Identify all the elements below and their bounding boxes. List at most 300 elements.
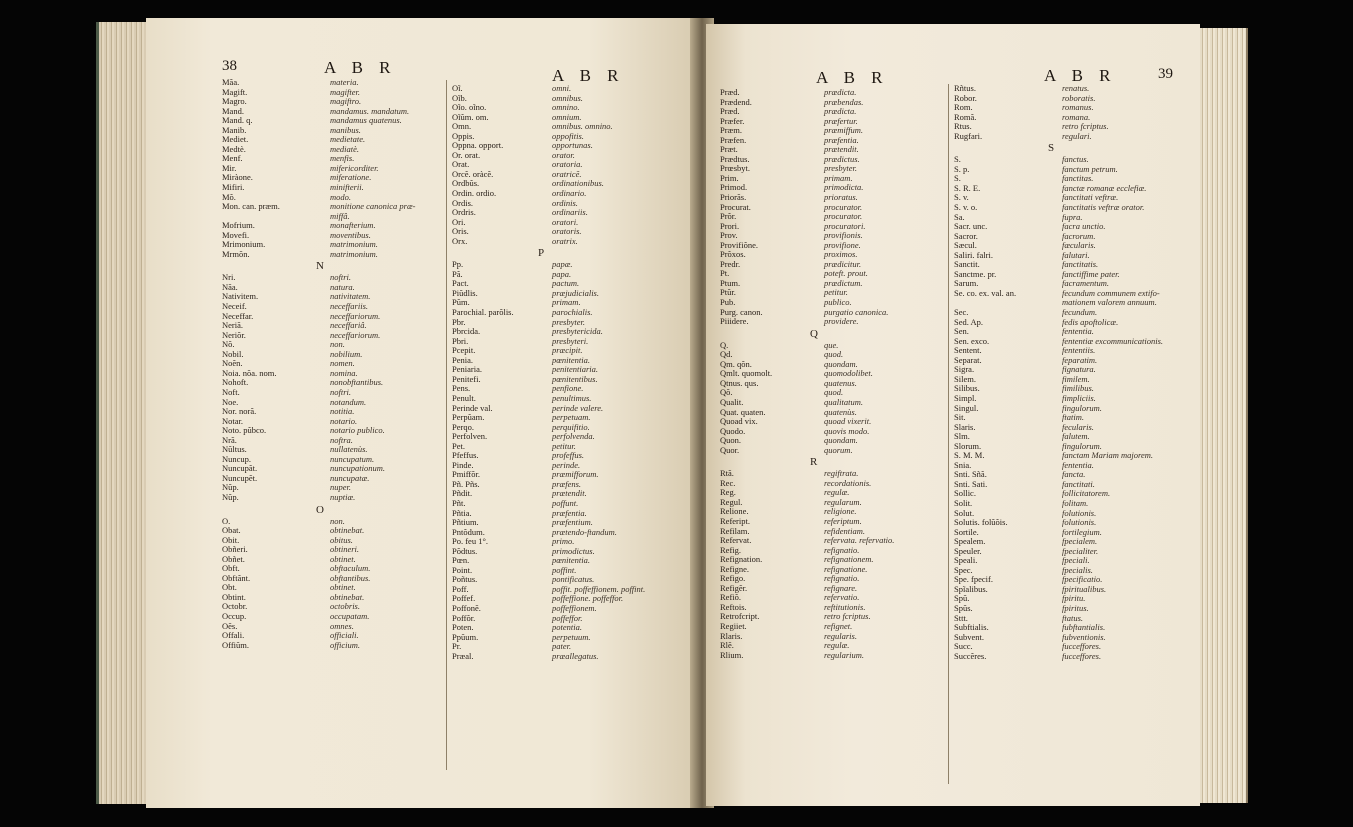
expansion: notitia. xyxy=(330,406,355,417)
abbreviation: O. xyxy=(222,515,231,526)
abbreviation-entry xyxy=(452,652,688,662)
expansion: fententiæ excommunicationis. xyxy=(1062,335,1164,346)
abbreviation: Succ. xyxy=(954,641,973,652)
abbreviation: Mir. xyxy=(222,162,237,173)
abbreviation: Subvent. xyxy=(954,631,984,642)
expansion: non. xyxy=(330,339,345,350)
expansion: retro fcriptus. xyxy=(824,611,871,622)
abbreviation: Mõ. xyxy=(222,191,236,202)
expansion: fanctitati veftræ. xyxy=(1062,192,1119,203)
abbreviation: Mrimonium. xyxy=(222,239,266,250)
expansion: nuncupationum. xyxy=(330,463,386,474)
expansion: primodicta. xyxy=(824,182,864,193)
section-letter: N xyxy=(316,260,324,273)
expansion: penitentiaria. xyxy=(552,364,599,375)
expansion: refignatione. xyxy=(824,563,868,574)
abbreviation: Quoad vix. xyxy=(720,416,758,427)
expansion: omnium. xyxy=(552,111,582,122)
abbreviation: Solut. xyxy=(954,507,975,518)
expansion: poffit. poffeffionem. poffint. xyxy=(552,583,646,594)
expansion: præallegatus. xyxy=(552,650,599,661)
abbreviation: Pœn. xyxy=(452,555,470,566)
expansion: obftaculum. xyxy=(330,563,371,574)
section-letter: Q xyxy=(810,327,818,340)
abbreviation: Romã. xyxy=(954,111,977,122)
expansion: prædicta. xyxy=(824,106,857,117)
expansion: notandum. xyxy=(330,396,367,407)
expansion: obitus. xyxy=(330,534,353,545)
abbreviation: Sortile. xyxy=(954,526,979,537)
expansion: fubftantialis. xyxy=(1062,622,1106,633)
abbreviation: Pñt. xyxy=(452,497,466,508)
expansion: nonobftantibus. xyxy=(330,377,384,388)
abbreviation: Point. xyxy=(452,564,473,575)
abbreviation: Perinde val. xyxy=(452,402,493,413)
expansion: perfolvenda. xyxy=(552,431,595,442)
expansion: penultimus. xyxy=(552,392,592,403)
expansion: papa. xyxy=(552,268,572,279)
expansion: fortilegium. xyxy=(1062,526,1102,537)
right-page-header: A B R xyxy=(816,68,889,87)
right-page-edges xyxy=(1200,28,1248,803)
abbreviation: Nõ. xyxy=(222,339,235,350)
expansion: quorum. xyxy=(824,444,853,455)
abbreviation: Nohoft. xyxy=(222,377,249,388)
expansion: noftri. xyxy=(330,386,352,397)
abbreviation: Oĩb. xyxy=(452,92,467,103)
expansion: potentia. xyxy=(552,622,582,633)
abbreviation: Spealem. xyxy=(954,536,986,547)
abbreviation: Rec. xyxy=(720,477,736,488)
expansion: præjudicialis. xyxy=(552,287,599,298)
abbreviation: Pñdit. xyxy=(452,488,473,499)
expansion: mationem valorem annuum. xyxy=(1062,297,1157,308)
expansion: præbendas. xyxy=(824,96,864,107)
expansion: fimpliciis. xyxy=(1062,392,1096,403)
expansion: perinde valere. xyxy=(552,402,604,413)
expansion: prætendit. xyxy=(552,488,587,499)
expansion: profeffus. xyxy=(552,450,585,461)
abbreviation: Ptum. xyxy=(720,277,741,288)
expansion: monitione canonica præ- xyxy=(330,201,416,212)
abbreviation: Notar. xyxy=(222,415,244,426)
abbreviation: S. p. xyxy=(954,163,970,174)
abbreviation: Refigo. xyxy=(720,573,746,584)
expansion: pater. xyxy=(552,641,572,652)
abbreviation: Pñtium. xyxy=(452,517,479,528)
abbreviation: Poten. xyxy=(452,622,474,633)
expansion: primam. xyxy=(552,297,581,308)
expansion: regularum. xyxy=(824,496,862,507)
section-letter: S xyxy=(1048,142,1055,155)
expansion: obtinet. xyxy=(330,553,356,564)
abbreviation: Sa. xyxy=(954,211,965,222)
abbreviation: Quodo. xyxy=(720,425,746,436)
expansion: primodictus. xyxy=(552,545,595,556)
expansion: romanus. xyxy=(1062,102,1094,113)
expansion: proximos. xyxy=(824,249,858,260)
abbreviation: Omn. xyxy=(452,121,472,132)
abbreviation: Poffonẽ. xyxy=(452,602,481,613)
abbreviation-entry xyxy=(954,652,1194,662)
abbreviation: Nãa. xyxy=(222,281,238,292)
abbreviation: Prœsbyt. xyxy=(720,163,750,174)
expansion: falutem. xyxy=(1062,431,1090,442)
abbreviation: Mediet. xyxy=(222,134,249,145)
abbreviation: Nũp. xyxy=(222,482,239,493)
abbreviation: Pñtia. xyxy=(452,507,472,518)
abbreviation: Silem. xyxy=(954,373,976,384)
abbreviation: Spĩalibus. xyxy=(954,583,988,594)
abbreviation: Obñet. xyxy=(222,553,245,564)
expansion: noftra. xyxy=(330,434,353,445)
abbreviation: Separat. xyxy=(954,354,982,365)
abbreviation: Or. orat. xyxy=(452,149,481,160)
expansion: poffeffione. poffeffor. xyxy=(552,593,624,604)
right-page-header-right: A B R xyxy=(1044,66,1117,85)
expansion: ordinis. xyxy=(552,197,578,208)
abbreviation: Rugfari. xyxy=(954,130,983,141)
expansion: fpiritualibus. xyxy=(1062,583,1107,594)
abbreviation: Subftialis. xyxy=(954,622,989,633)
expansion: renatus. xyxy=(1062,83,1090,93)
abbreviation: Spũ. xyxy=(954,593,970,604)
abbreviation: Sacr. unc. xyxy=(954,221,988,232)
expansion: matrimonium. xyxy=(330,239,378,250)
abbreviation: Q. xyxy=(720,339,729,350)
abbreviation: Pbr. xyxy=(452,316,466,327)
abbreviation: Pũm. xyxy=(452,297,470,308)
expansion: prioratus. xyxy=(824,192,858,203)
abbreviation: Predr. xyxy=(720,258,741,269)
expansion: oratricẽ. xyxy=(552,168,582,179)
abbreviation: Nobil. xyxy=(222,348,244,359)
abbreviation: Magift. xyxy=(222,86,248,97)
expansion: fecundum communem extifo- xyxy=(1062,287,1160,298)
abbreviation: Prov. xyxy=(720,230,738,241)
abbreviation: Primod. xyxy=(720,182,748,193)
expansion: poffunt. xyxy=(552,497,579,508)
abbreviation: Nativitem. xyxy=(222,291,259,302)
expansion: quoad vixerit. xyxy=(824,416,872,427)
expansion: roboratis. xyxy=(1062,92,1096,103)
abbreviation: Retrofcript. xyxy=(720,611,760,622)
abbreviation: Refigẽr. xyxy=(720,582,748,593)
expansion: fententia. xyxy=(1062,459,1094,470)
abbreviation: Obftãnt. xyxy=(222,572,251,583)
abbreviation: Nrã. xyxy=(222,434,237,445)
expansion: papæ. xyxy=(552,259,573,270)
expansion: neceffariorum. xyxy=(330,310,381,321)
expansion: petitur. xyxy=(552,440,576,451)
expansion: quondam. xyxy=(824,435,858,446)
abbreviation: Snti. Sñã. xyxy=(954,469,987,480)
expansion: ftatus. xyxy=(1062,612,1084,623)
abbreviation: S. R. E. xyxy=(954,182,981,193)
abbreviation: Se. co. ex. val. an. xyxy=(954,287,1017,298)
abbreviation: Menf. xyxy=(222,153,243,164)
abbreviation: Perqo. xyxy=(452,421,474,432)
abbreviation: Occup. xyxy=(222,610,247,621)
abbreviation: Neceif. xyxy=(222,301,247,312)
abbreviation: Refeript. xyxy=(720,515,750,526)
expansion: mandamus quatenus. xyxy=(330,115,402,126)
expansion: presbyter. xyxy=(824,163,857,174)
expansion: perquifitio. xyxy=(552,421,590,432)
abbreviation: Singul. xyxy=(954,402,979,413)
abbreviation: Prædend. xyxy=(720,96,752,107)
expansion: folutionis. xyxy=(1062,507,1097,518)
expansion: ordinationibus. xyxy=(552,178,604,189)
expansion: primam. xyxy=(824,172,853,183)
abbreviation: Pet. xyxy=(452,440,465,451)
abbreviation: Offiũm. xyxy=(222,639,249,650)
abbreviation: Silibus. xyxy=(954,383,980,394)
expansion: fanctus. xyxy=(1062,154,1089,165)
expansion: prætendit. xyxy=(824,144,859,155)
abbreviation: Parochial. parõlis. xyxy=(452,307,514,318)
abbreviation: Sen. exco. xyxy=(954,335,990,346)
abbreviation: Piiidere. xyxy=(720,316,749,327)
expansion: procuratori. xyxy=(824,220,866,231)
expansion: presbytericida. xyxy=(552,326,603,337)
expansion: præfens. xyxy=(552,478,582,489)
expansion: procurator. xyxy=(824,201,863,212)
expansion: materia. xyxy=(330,77,359,87)
abbreviation: Simpl. xyxy=(954,392,977,403)
abbreviation: Mifiri. xyxy=(222,182,245,193)
expansion: regiftrata. xyxy=(824,468,859,479)
abbreviation: Obft. xyxy=(222,563,240,574)
expansion: religione. xyxy=(824,506,857,517)
abbreviation-entry xyxy=(720,651,948,661)
abbreviation: Noto. pũbco. xyxy=(222,425,267,436)
abbreviation: Mand. q. xyxy=(222,115,253,126)
abbreviation: Neriõr. xyxy=(222,329,246,340)
expansion: ordinario. xyxy=(552,188,587,199)
left-page-column-1 xyxy=(222,78,446,650)
abbreviation: Obit. xyxy=(222,534,240,545)
abbreviation: Penitefi. xyxy=(452,373,481,384)
expansion: regulari. xyxy=(1062,130,1092,141)
abbreviation: Succẽres. xyxy=(954,650,987,661)
abbreviation: Pmiffõr. xyxy=(452,469,480,480)
expansion: oratoria. xyxy=(552,159,583,170)
expansion: prædicitur. xyxy=(824,258,862,269)
expansion: miffâ. xyxy=(330,210,350,221)
expansion: nullatenùs. xyxy=(330,444,368,455)
abbreviation: Qm. qõn. xyxy=(720,358,752,369)
abbreviation-entry xyxy=(720,446,948,456)
expansion: refignare. xyxy=(824,582,858,593)
expansion: regularium. xyxy=(824,649,865,660)
abbreviation: Noft. xyxy=(222,386,240,397)
expansion: refignet. xyxy=(824,620,853,631)
abbreviation: Po. feu 1°. xyxy=(452,536,488,547)
abbreviation: Pntõdum. xyxy=(452,526,485,537)
abbreviation: Octobr. xyxy=(222,601,248,612)
abbreviation: Orat. xyxy=(452,159,470,170)
abbreviation: Pñ. Pñs. xyxy=(452,478,480,489)
expansion: fpecialiter. xyxy=(1062,545,1099,556)
abbreviation: Ordis. xyxy=(452,197,474,208)
expansion: nuper. xyxy=(330,482,352,493)
abbreviation: Ppũum. xyxy=(452,631,479,642)
abbreviation: Oẽs. xyxy=(222,620,238,631)
abbreviation: Offali. xyxy=(222,630,245,641)
expansion: omnes. xyxy=(330,620,354,631)
expansion: refervatio. xyxy=(824,592,860,603)
abbreviation: Noia. nõa. nom. xyxy=(222,367,277,378)
abbreviation: Spũs. xyxy=(954,602,973,613)
expansion: mifericorditer. xyxy=(330,162,379,173)
expansion: qualitatum. xyxy=(824,396,863,407)
abbreviation: Speuler. xyxy=(954,545,982,556)
expansion: referiptum. xyxy=(824,515,862,526)
expansion: regulæ. xyxy=(824,640,850,651)
abbreviation: Obtint. xyxy=(222,591,246,602)
abbreviation: Qd. xyxy=(720,349,733,360)
abbreviation: Rñtus. xyxy=(954,83,976,93)
expansion: modo. xyxy=(330,191,352,202)
abbreviation: Regiiet. xyxy=(720,620,747,631)
abbreviation: Slaris. xyxy=(954,421,976,432)
abbreviation-entry xyxy=(452,237,688,247)
abbreviation-entry xyxy=(954,132,1194,142)
expansion: præcipit. xyxy=(552,345,583,356)
abbreviation: Perfolven. xyxy=(452,431,488,442)
expansion: orator. xyxy=(552,149,575,160)
abbreviation: Obñeri. xyxy=(222,544,248,555)
expansion: fanctitati. xyxy=(1062,478,1095,489)
abbreviation-entry xyxy=(222,493,446,503)
expansion: quod. xyxy=(824,349,844,360)
right-page-number: 39 xyxy=(1158,66,1173,82)
right-page-column-1 xyxy=(720,88,948,660)
expansion: noftri. xyxy=(330,272,352,283)
abbreviation-entry xyxy=(222,250,446,260)
abbreviation: Prim. xyxy=(720,172,739,183)
expansion: medietate. xyxy=(330,134,366,145)
expansion: notario. xyxy=(330,415,358,426)
expansion: fpiritus. xyxy=(1062,602,1089,613)
abbreviation: Poffõr. xyxy=(452,612,476,623)
expansion: facra unctio. xyxy=(1062,221,1106,232)
abbreviation: Magro. xyxy=(222,96,247,107)
abbreviation: Sigra. xyxy=(954,364,975,375)
expansion: obtineri. xyxy=(330,544,360,555)
abbreviation: Pp. xyxy=(452,259,464,270)
abbreviation: Medtè. xyxy=(222,143,246,154)
abbreviation: Regul. xyxy=(720,496,743,507)
abbreviation: Prõxos. xyxy=(720,249,746,260)
abbreviation: Pbrcida. xyxy=(452,326,481,337)
abbreviation: Sen. xyxy=(954,326,969,337)
abbreviation: Præd. xyxy=(720,106,740,117)
expansion: fimilem. xyxy=(1062,373,1090,384)
expansion: pœnitentibus. xyxy=(552,373,598,384)
expansion: fanctitatis. xyxy=(1062,259,1099,270)
expansion: pœnitentia. xyxy=(552,354,591,365)
abbreviation: Sec. xyxy=(954,307,969,318)
abbreviation: Pact. xyxy=(452,278,469,289)
expansion: refignatio. xyxy=(824,573,860,584)
abbreviation: Miràone. xyxy=(222,172,253,183)
abbreviation: Sanctme. pr. xyxy=(954,268,997,279)
expansion: fpeciali. xyxy=(1062,555,1090,566)
expansion: provifione. xyxy=(824,239,861,250)
expansion: mandamus. mandatum. xyxy=(330,105,410,116)
abbreviation: Movefi. xyxy=(222,229,250,240)
expansion: fupra. xyxy=(1062,211,1083,222)
expansion: fedis apoftolicæ. xyxy=(1062,316,1119,327)
abbreviation: Sollic. xyxy=(954,488,976,499)
abbreviation: Poñtus. xyxy=(452,574,478,585)
expansion: poffeffor. xyxy=(552,612,583,623)
expansion: regulæ. xyxy=(824,487,850,498)
expansion: fanctæ romanæ ecclefiæ. xyxy=(1062,182,1147,193)
expansion: miferatione. xyxy=(330,172,372,183)
expansion: perpetuum. xyxy=(552,631,591,642)
expansion: manibus. xyxy=(330,124,361,135)
expansion: prædictum. xyxy=(824,277,863,288)
abbreviation: Neceffar. xyxy=(222,310,254,321)
expansion: folitam. xyxy=(1062,497,1089,508)
abbreviation: Noẽn. xyxy=(222,358,243,369)
expansion: publico. xyxy=(824,297,852,308)
section-letter: R xyxy=(810,456,818,469)
expansion: oppofitis. xyxy=(552,130,584,141)
abbreviation: Manib. xyxy=(222,124,247,135)
abbreviation: Snti. Sati. xyxy=(954,478,988,489)
expansion: fpecificatio. xyxy=(1062,574,1103,585)
expansion: reftitutionis. xyxy=(824,601,866,612)
expansion: fententiis. xyxy=(1062,345,1096,356)
expansion: poffeffionem. xyxy=(552,602,597,613)
expansion: fpecialem. xyxy=(1062,536,1098,547)
expansion: petitur. xyxy=(824,287,848,298)
expansion: fecularis. xyxy=(1062,421,1094,432)
abbreviation: Sarum. xyxy=(954,278,979,289)
expansion: obtinet. xyxy=(330,582,356,593)
expansion: procurator. xyxy=(824,211,863,222)
expansion: monafterium. xyxy=(330,220,376,231)
expansion: fanctitas. xyxy=(1062,173,1094,184)
expansion: neceffariâ. xyxy=(330,320,367,331)
expansion: natura. xyxy=(330,281,355,292)
abbreviation: Penult. xyxy=(452,392,476,403)
expansion: refignatio. xyxy=(824,544,860,555)
abbreviation: Ori. xyxy=(452,216,466,227)
expansion: refervata. refervatio. xyxy=(824,535,895,546)
abbreviation: Pbri. xyxy=(452,335,469,346)
expansion: fecundum. xyxy=(1062,307,1098,318)
expansion: nuptiæ. xyxy=(330,491,356,502)
abbreviation: Priorãs. xyxy=(720,192,747,203)
expansion: oratrix. xyxy=(552,235,578,246)
abbreviation: Noe. xyxy=(222,396,239,407)
expansion: pactum. xyxy=(552,278,580,289)
expansion: nomina. xyxy=(330,367,358,378)
expansion: fimilibus. xyxy=(1062,383,1094,394)
expansion: refidentiam. xyxy=(824,525,865,536)
expansion: prædictus. xyxy=(824,153,860,164)
abbreviation: Præfen. xyxy=(720,134,747,145)
expansion: pœnitentia. xyxy=(552,555,591,566)
abbreviation: Reftois. xyxy=(720,601,747,612)
abbreviation: Nũltus. xyxy=(222,444,247,455)
abbreviation: Sttt. xyxy=(954,612,968,623)
